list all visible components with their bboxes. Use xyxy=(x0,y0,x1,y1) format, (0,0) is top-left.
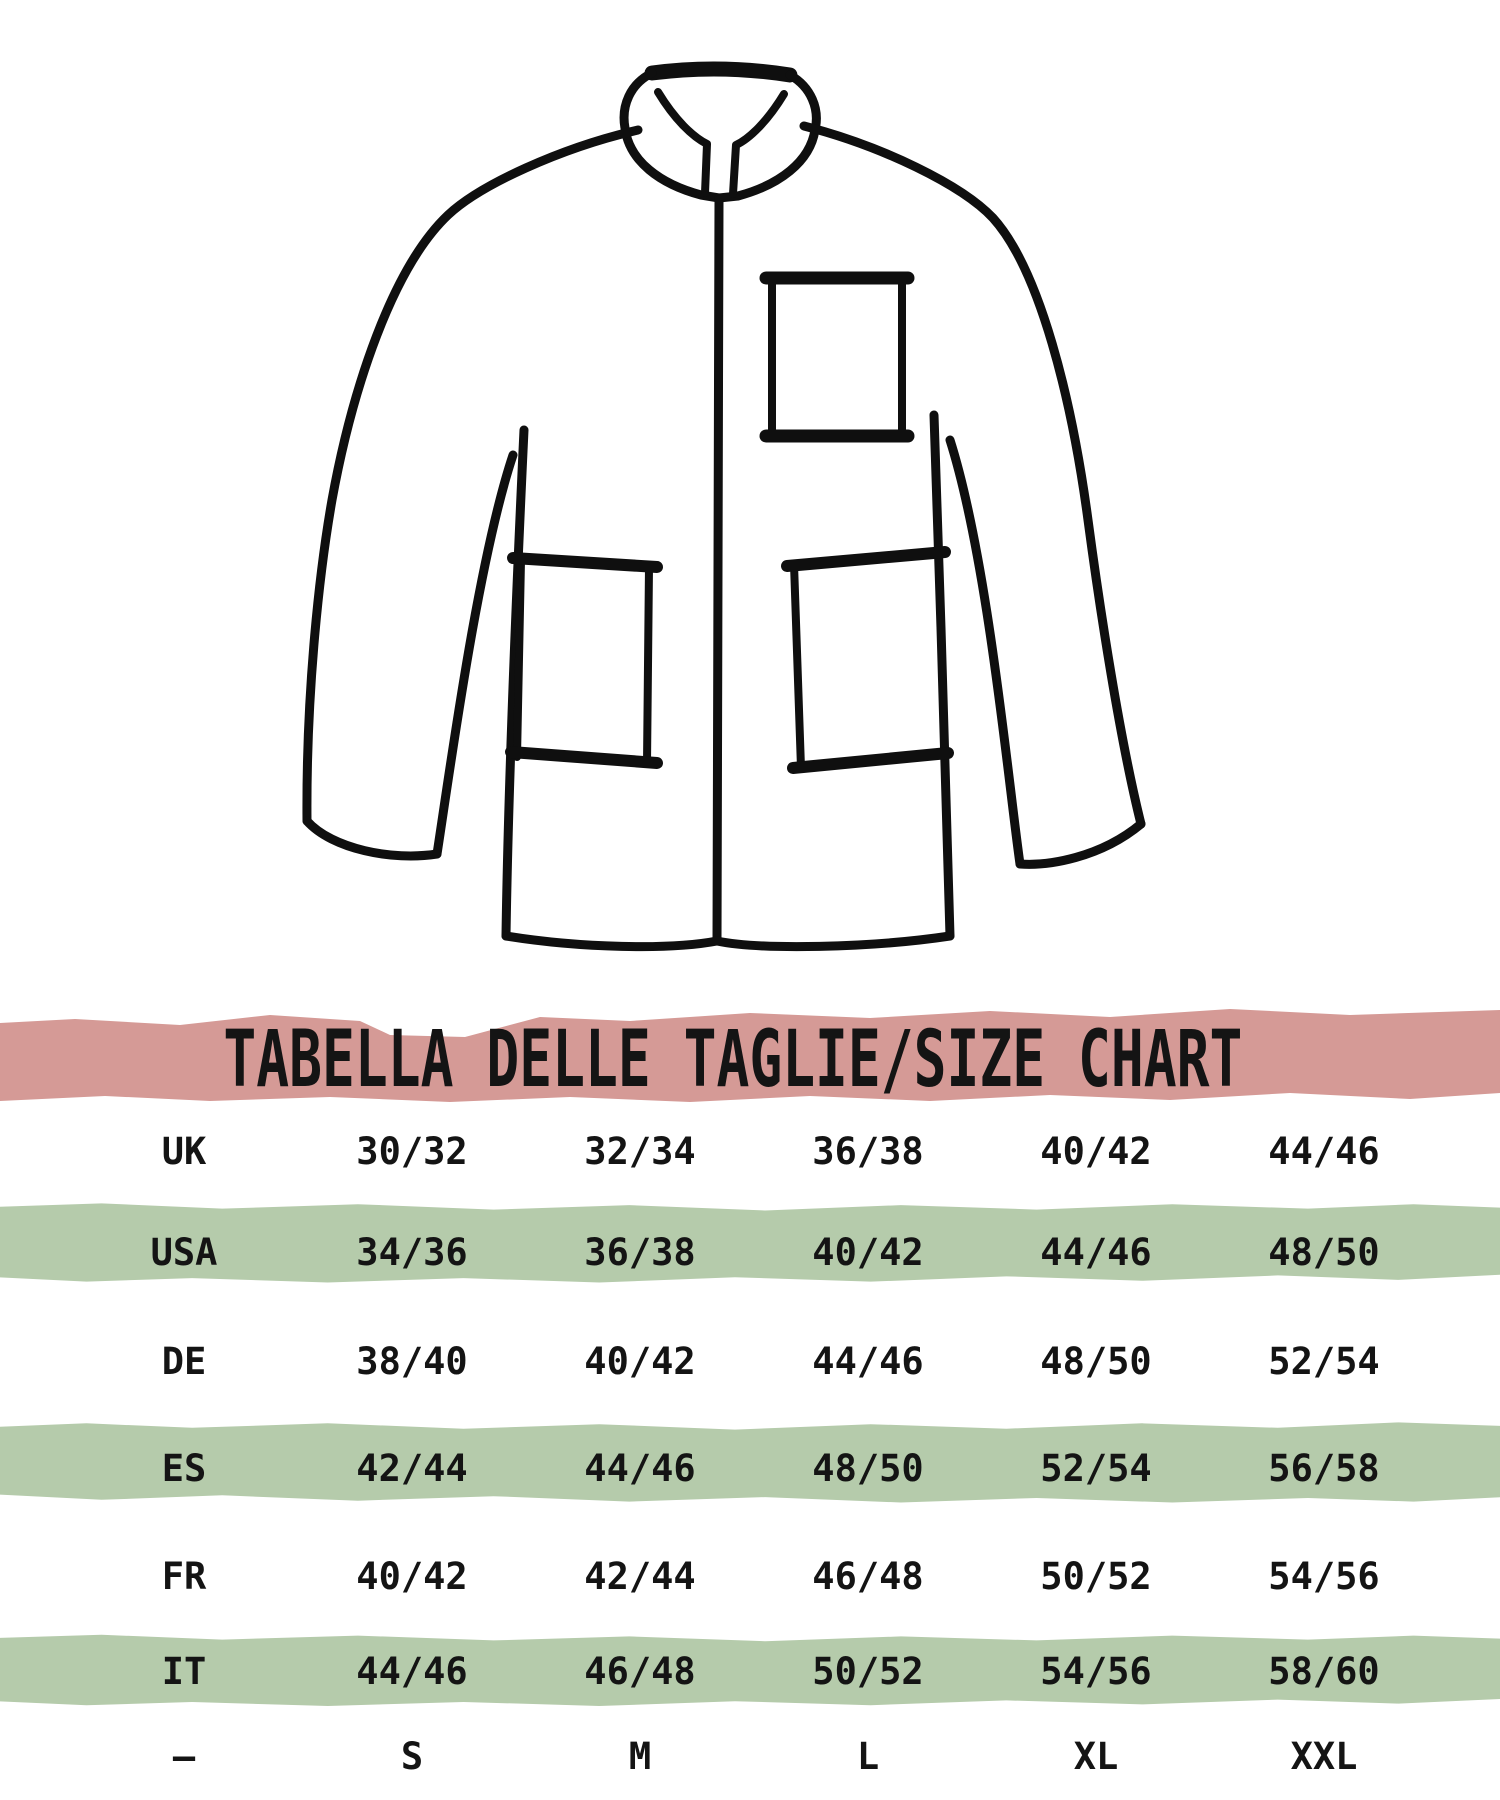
left-pocket-bottom-bar xyxy=(511,752,657,763)
size-value: 46/48 xyxy=(584,1649,696,1693)
size-value: 38/40 xyxy=(356,1339,468,1383)
size-value: 48/50 xyxy=(1268,1231,1380,1274)
size-value: 36/38 xyxy=(812,1130,924,1173)
size-value: 32/34 xyxy=(584,1130,696,1173)
size-value: L xyxy=(856,1734,880,1778)
jacket-line-drawing-svg xyxy=(240,20,1160,980)
size-value: 54/56 xyxy=(1040,1649,1152,1693)
size-value: 42/44 xyxy=(356,1447,468,1490)
size-value: 48/50 xyxy=(1040,1339,1152,1383)
left-sleeve-inner xyxy=(437,455,513,854)
left-pocket-side-left xyxy=(517,560,521,757)
size-table xyxy=(0,1105,1500,1800)
size-row-ES xyxy=(0,1415,1500,1522)
size-row- xyxy=(0,1712,1500,1800)
chest-pocket xyxy=(772,278,902,436)
size-value: 44/46 xyxy=(1268,1130,1380,1173)
size-row-FR xyxy=(0,1522,1500,1630)
size-value: 44/46 xyxy=(1040,1231,1152,1274)
collar-top-bar xyxy=(652,69,790,75)
right-shoulder-sleeve-outer xyxy=(804,126,1141,824)
size-row-UK xyxy=(0,1105,1500,1198)
size-value: 34/36 xyxy=(356,1231,468,1274)
right-cuff xyxy=(1020,824,1141,864)
right-pocket-side-left xyxy=(794,564,801,768)
row-label: DE xyxy=(161,1339,207,1383)
right-body-edge xyxy=(934,415,950,936)
left-pocket-top-bar xyxy=(513,558,657,567)
size-value: XL xyxy=(1073,1734,1119,1778)
row-label: – xyxy=(172,1734,196,1778)
size-value: 36/38 xyxy=(584,1231,696,1274)
size-value: 56/58 xyxy=(1268,1447,1380,1490)
row-label: ES xyxy=(161,1447,207,1490)
size-value: 40/42 xyxy=(356,1554,468,1598)
size-value: 30/32 xyxy=(356,1130,468,1173)
size-value: XXL xyxy=(1290,1734,1358,1778)
size-value: 52/54 xyxy=(1040,1447,1152,1490)
size-value: 44/46 xyxy=(812,1339,924,1383)
size-value: 50/52 xyxy=(812,1649,924,1693)
row-label: IT xyxy=(161,1649,207,1693)
size-value: 52/54 xyxy=(1268,1339,1380,1383)
size-value: 46/48 xyxy=(812,1554,924,1598)
size-row-USA xyxy=(0,1198,1500,1307)
size-row-IT xyxy=(0,1630,1500,1712)
right-pocket-bottom-bar xyxy=(793,753,948,768)
left-pocket-side-right xyxy=(647,567,649,763)
right-sleeve-inner xyxy=(950,440,1020,864)
size-value: 42/44 xyxy=(584,1554,696,1598)
size-value: 54/56 xyxy=(1268,1554,1380,1598)
size-value: 58/60 xyxy=(1268,1649,1380,1693)
left-shoulder-sleeve-outer xyxy=(307,130,638,821)
row-label: UK xyxy=(161,1130,207,1173)
size-value: 40/42 xyxy=(584,1339,696,1383)
row-label: FR xyxy=(161,1554,207,1598)
right-pocket-top-bar xyxy=(787,552,945,566)
size-value: 40/42 xyxy=(1040,1130,1152,1173)
center-front-line xyxy=(717,200,719,941)
size-value: S xyxy=(400,1734,424,1778)
size-row-DE xyxy=(0,1307,1500,1415)
size-value: M xyxy=(628,1734,652,1778)
size-value: 50/52 xyxy=(1040,1554,1152,1598)
size-value: 44/46 xyxy=(356,1649,468,1693)
row-label: USA xyxy=(150,1231,218,1274)
table-title-band xyxy=(0,1005,1500,1105)
size-value: 44/46 xyxy=(584,1447,696,1490)
left-cuff xyxy=(307,821,437,856)
size-value: 48/50 xyxy=(812,1447,924,1490)
table-title: TABELLA DELLE TAGLIE/SIZE CHART xyxy=(223,1015,1243,1105)
hem-line xyxy=(506,936,950,947)
size-value: 40/42 xyxy=(812,1231,924,1274)
